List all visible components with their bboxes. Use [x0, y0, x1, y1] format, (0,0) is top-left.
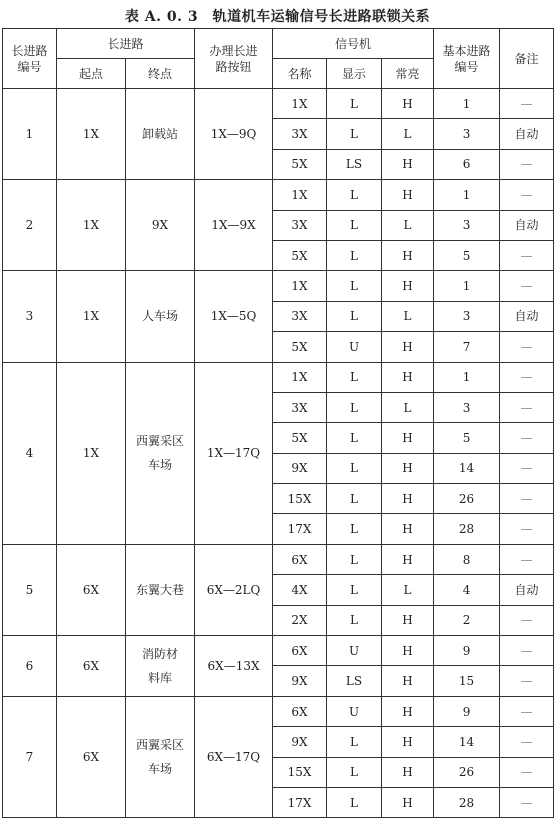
- route-no-cell: 3: [3, 271, 57, 362]
- signal-steady-cell: H: [382, 271, 434, 301]
- basic-route-cell: 1: [434, 89, 500, 119]
- basic-route-cell: 3: [434, 301, 500, 331]
- signal-display-cell: U: [327, 636, 382, 666]
- remark-cell: 自动: [500, 210, 554, 240]
- remark-cell: —: [500, 605, 554, 635]
- header-sig-name: 名称: [273, 59, 327, 89]
- signal-name-cell: 9X: [273, 453, 327, 483]
- signal-display-cell: L: [327, 484, 382, 514]
- interlock-table: [2, 28, 554, 818]
- signal-name-cell: 15X: [273, 757, 327, 787]
- table-row: [3, 180, 554, 210]
- basic-route-cell: 1: [434, 271, 500, 301]
- basic-route-cell: 14: [434, 453, 500, 483]
- signal-steady-cell: H: [382, 636, 434, 666]
- signal-steady-cell: L: [382, 301, 434, 331]
- signal-display-cell: L: [327, 119, 382, 149]
- route-start-cell: 6X: [57, 636, 126, 697]
- table-title: 表 A. 0. 3 轨道机车运输信号长进路联锁关系: [124, 9, 431, 25]
- route-button-cell: 1X—17Q: [195, 362, 273, 544]
- header-start: 起点: [57, 59, 126, 89]
- route-no-cell: 2: [3, 180, 57, 271]
- signal-steady-cell: H: [382, 605, 434, 635]
- header-end: 终点: [126, 59, 195, 89]
- remark-cell: —: [500, 332, 554, 362]
- remark-cell: —: [500, 727, 554, 757]
- basic-route-cell: 3: [434, 392, 500, 422]
- signal-steady-cell: H: [382, 89, 434, 119]
- route-no-cell: 6: [3, 636, 57, 697]
- remark-cell: —: [500, 696, 554, 726]
- signal-display-cell: L: [327, 453, 382, 483]
- route-start-cell: 1X: [57, 362, 126, 544]
- route-end-line: 车场: [148, 762, 173, 777]
- route-end-cell: [126, 362, 195, 544]
- basic-route-cell: 6: [434, 149, 500, 179]
- signal-steady-cell: L: [382, 575, 434, 605]
- signal-steady-cell: H: [382, 696, 434, 726]
- route-end-cell: [126, 271, 195, 362]
- signal-display-cell: L: [327, 210, 382, 240]
- signal-name-cell: 15X: [273, 484, 327, 514]
- basic-route-cell: 1: [434, 362, 500, 392]
- signal-display-cell: L: [327, 787, 382, 817]
- remark-cell: —: [500, 453, 554, 483]
- basic-route-cell: 5: [434, 423, 500, 453]
- route-end-cell: [126, 636, 195, 697]
- route-no-cell: 5: [3, 544, 57, 635]
- signal-steady-cell: H: [382, 757, 434, 787]
- route-end-cell: [126, 180, 195, 271]
- signal-name-cell: 5X: [273, 149, 327, 179]
- remark-cell: —: [500, 544, 554, 574]
- route-end-cell: [126, 544, 195, 635]
- signal-steady-cell: L: [382, 210, 434, 240]
- route-start-cell: 6X: [57, 696, 126, 818]
- route-end-line: 西翼采区: [136, 434, 185, 449]
- route-end-line: 卸载站: [142, 127, 179, 142]
- route-button-cell: 6X—2LQ: [195, 544, 273, 635]
- signal-display-cell: L: [327, 362, 382, 392]
- signal-steady-cell: H: [382, 332, 434, 362]
- signal-display-cell: L: [327, 757, 382, 787]
- signal-name-cell: 6X: [273, 544, 327, 574]
- remark-cell: —: [500, 89, 554, 119]
- signal-display-cell: L: [327, 514, 382, 544]
- signal-name-cell: 1X: [273, 180, 327, 210]
- signal-steady-cell: H: [382, 240, 434, 270]
- remark-cell: —: [500, 149, 554, 179]
- route-end-cell: [126, 696, 195, 818]
- remark-cell: —: [500, 666, 554, 696]
- table-row: [3, 271, 554, 301]
- signal-steady-cell: H: [382, 453, 434, 483]
- signal-steady-cell: H: [382, 544, 434, 574]
- remark-cell: —: [500, 514, 554, 544]
- signal-steady-cell: H: [382, 666, 434, 696]
- signal-display-cell: L: [327, 727, 382, 757]
- route-end-line: 消防材: [142, 646, 179, 661]
- signal-display-cell: L: [327, 575, 382, 605]
- signal-steady-cell: H: [382, 514, 434, 544]
- basic-route-cell: 26: [434, 757, 500, 787]
- signal-name-cell: 6X: [273, 636, 327, 666]
- header-button: 办理长进 路按钮: [195, 29, 273, 89]
- table-row: [3, 362, 554, 392]
- remark-cell: 自动: [500, 301, 554, 331]
- route-end-line: 西翼采区: [136, 738, 185, 753]
- remark-cell: —: [500, 180, 554, 210]
- signal-name-cell: 1X: [273, 89, 327, 119]
- route-no-cell: 4: [3, 362, 57, 544]
- route-start-cell: 1X: [57, 271, 126, 362]
- signal-display-cell: LS: [327, 666, 382, 696]
- route-button-cell: 1X—9Q: [195, 89, 273, 180]
- route-end-line: 9X: [151, 218, 169, 233]
- signal-display-cell: L: [327, 271, 382, 301]
- remark-cell: 自动: [500, 119, 554, 149]
- remark-cell: —: [500, 240, 554, 270]
- basic-route-cell: 14: [434, 727, 500, 757]
- route-end-line: 东翼大巷: [136, 582, 185, 597]
- basic-route-cell: 7: [434, 332, 500, 362]
- header-signal: 信号机: [273, 29, 434, 59]
- header-long-route: 长进路: [57, 29, 195, 59]
- signal-display-cell: L: [327, 423, 382, 453]
- signal-steady-cell: H: [382, 180, 434, 210]
- basic-route-cell: 8: [434, 544, 500, 574]
- route-end-cell: [126, 89, 195, 180]
- signal-name-cell: 3X: [273, 119, 327, 149]
- table-body: [3, 89, 554, 818]
- signal-name-cell: 17X: [273, 514, 327, 544]
- signal-steady-cell: L: [382, 392, 434, 422]
- signal-display-cell: L: [327, 544, 382, 574]
- route-button-cell: 1X—5Q: [195, 271, 273, 362]
- header-basic-no: 基本进路 编号: [434, 29, 500, 89]
- route-button-cell: 1X—9X: [195, 180, 273, 271]
- route-button-cell: 6X—13X: [195, 636, 273, 697]
- signal-steady-cell: L: [382, 119, 434, 149]
- route-no-cell: 1: [3, 89, 57, 180]
- signal-name-cell: 1X: [273, 362, 327, 392]
- header-sig-steady: 常亮: [382, 59, 434, 89]
- basic-route-cell: 15: [434, 666, 500, 696]
- table-row: [3, 89, 554, 119]
- signal-display-cell: L: [327, 240, 382, 270]
- signal-steady-cell: H: [382, 149, 434, 179]
- route-start-cell: 1X: [57, 180, 126, 271]
- route-end-line: 料库: [148, 670, 173, 685]
- remark-cell: —: [500, 636, 554, 666]
- signal-display-cell: U: [327, 332, 382, 362]
- signal-display-cell: LS: [327, 149, 382, 179]
- signal-name-cell: 3X: [273, 301, 327, 331]
- route-button-cell: 6X—17Q: [195, 696, 273, 818]
- route-end-line: 车场: [148, 458, 173, 473]
- header-sig-display: 显示: [327, 59, 382, 89]
- table-row: [3, 544, 554, 574]
- signal-name-cell: 1X: [273, 271, 327, 301]
- basic-route-cell: 9: [434, 696, 500, 726]
- remark-cell: —: [500, 484, 554, 514]
- remark-cell: —: [500, 757, 554, 787]
- signal-name-cell: 5X: [273, 423, 327, 453]
- remark-cell: —: [500, 423, 554, 453]
- basic-route-cell: 28: [434, 514, 500, 544]
- signal-name-cell: 9X: [273, 666, 327, 696]
- signal-display-cell: L: [327, 180, 382, 210]
- signal-name-cell: 5X: [273, 332, 327, 362]
- signal-display-cell: U: [327, 696, 382, 726]
- remark-cell: —: [500, 392, 554, 422]
- signal-name-cell: 9X: [273, 727, 327, 757]
- signal-name-cell: 17X: [273, 787, 327, 817]
- header-route-no: 长进路 编号: [3, 29, 57, 89]
- signal-name-cell: 3X: [273, 210, 327, 240]
- route-end-line: 人车场: [142, 309, 179, 324]
- signal-name-cell: 4X: [273, 575, 327, 605]
- signal-steady-cell: H: [382, 423, 434, 453]
- header-remark: 备注: [500, 29, 554, 89]
- signal-name-cell: 5X: [273, 240, 327, 270]
- signal-name-cell: 3X: [273, 392, 327, 422]
- table-row: [3, 696, 554, 726]
- basic-route-cell: 4: [434, 575, 500, 605]
- route-no-cell: 7: [3, 696, 57, 818]
- signal-steady-cell: H: [382, 484, 434, 514]
- signal-steady-cell: H: [382, 362, 434, 392]
- signal-name-cell: 2X: [273, 605, 327, 635]
- table-row: [3, 636, 554, 666]
- basic-route-cell: 9: [434, 636, 500, 666]
- signal-display-cell: L: [327, 392, 382, 422]
- route-start-cell: 1X: [57, 89, 126, 180]
- basic-route-cell: 26: [434, 484, 500, 514]
- signal-display-cell: L: [327, 605, 382, 635]
- remark-cell: 自动: [500, 575, 554, 605]
- signal-display-cell: L: [327, 89, 382, 119]
- basic-route-cell: 28: [434, 787, 500, 817]
- remark-cell: —: [500, 787, 554, 817]
- signal-steady-cell: H: [382, 787, 434, 817]
- signal-name-cell: 6X: [273, 696, 327, 726]
- basic-route-cell: 3: [434, 210, 500, 240]
- remark-cell: —: [500, 271, 554, 301]
- signal-steady-cell: H: [382, 727, 434, 757]
- signal-display-cell: L: [327, 301, 382, 331]
- remark-cell: —: [500, 362, 554, 392]
- basic-route-cell: 2: [434, 605, 500, 635]
- basic-route-cell: 1: [434, 180, 500, 210]
- route-start-cell: 6X: [57, 544, 126, 635]
- basic-route-cell: 5: [434, 240, 500, 270]
- basic-route-cell: 3: [434, 119, 500, 149]
